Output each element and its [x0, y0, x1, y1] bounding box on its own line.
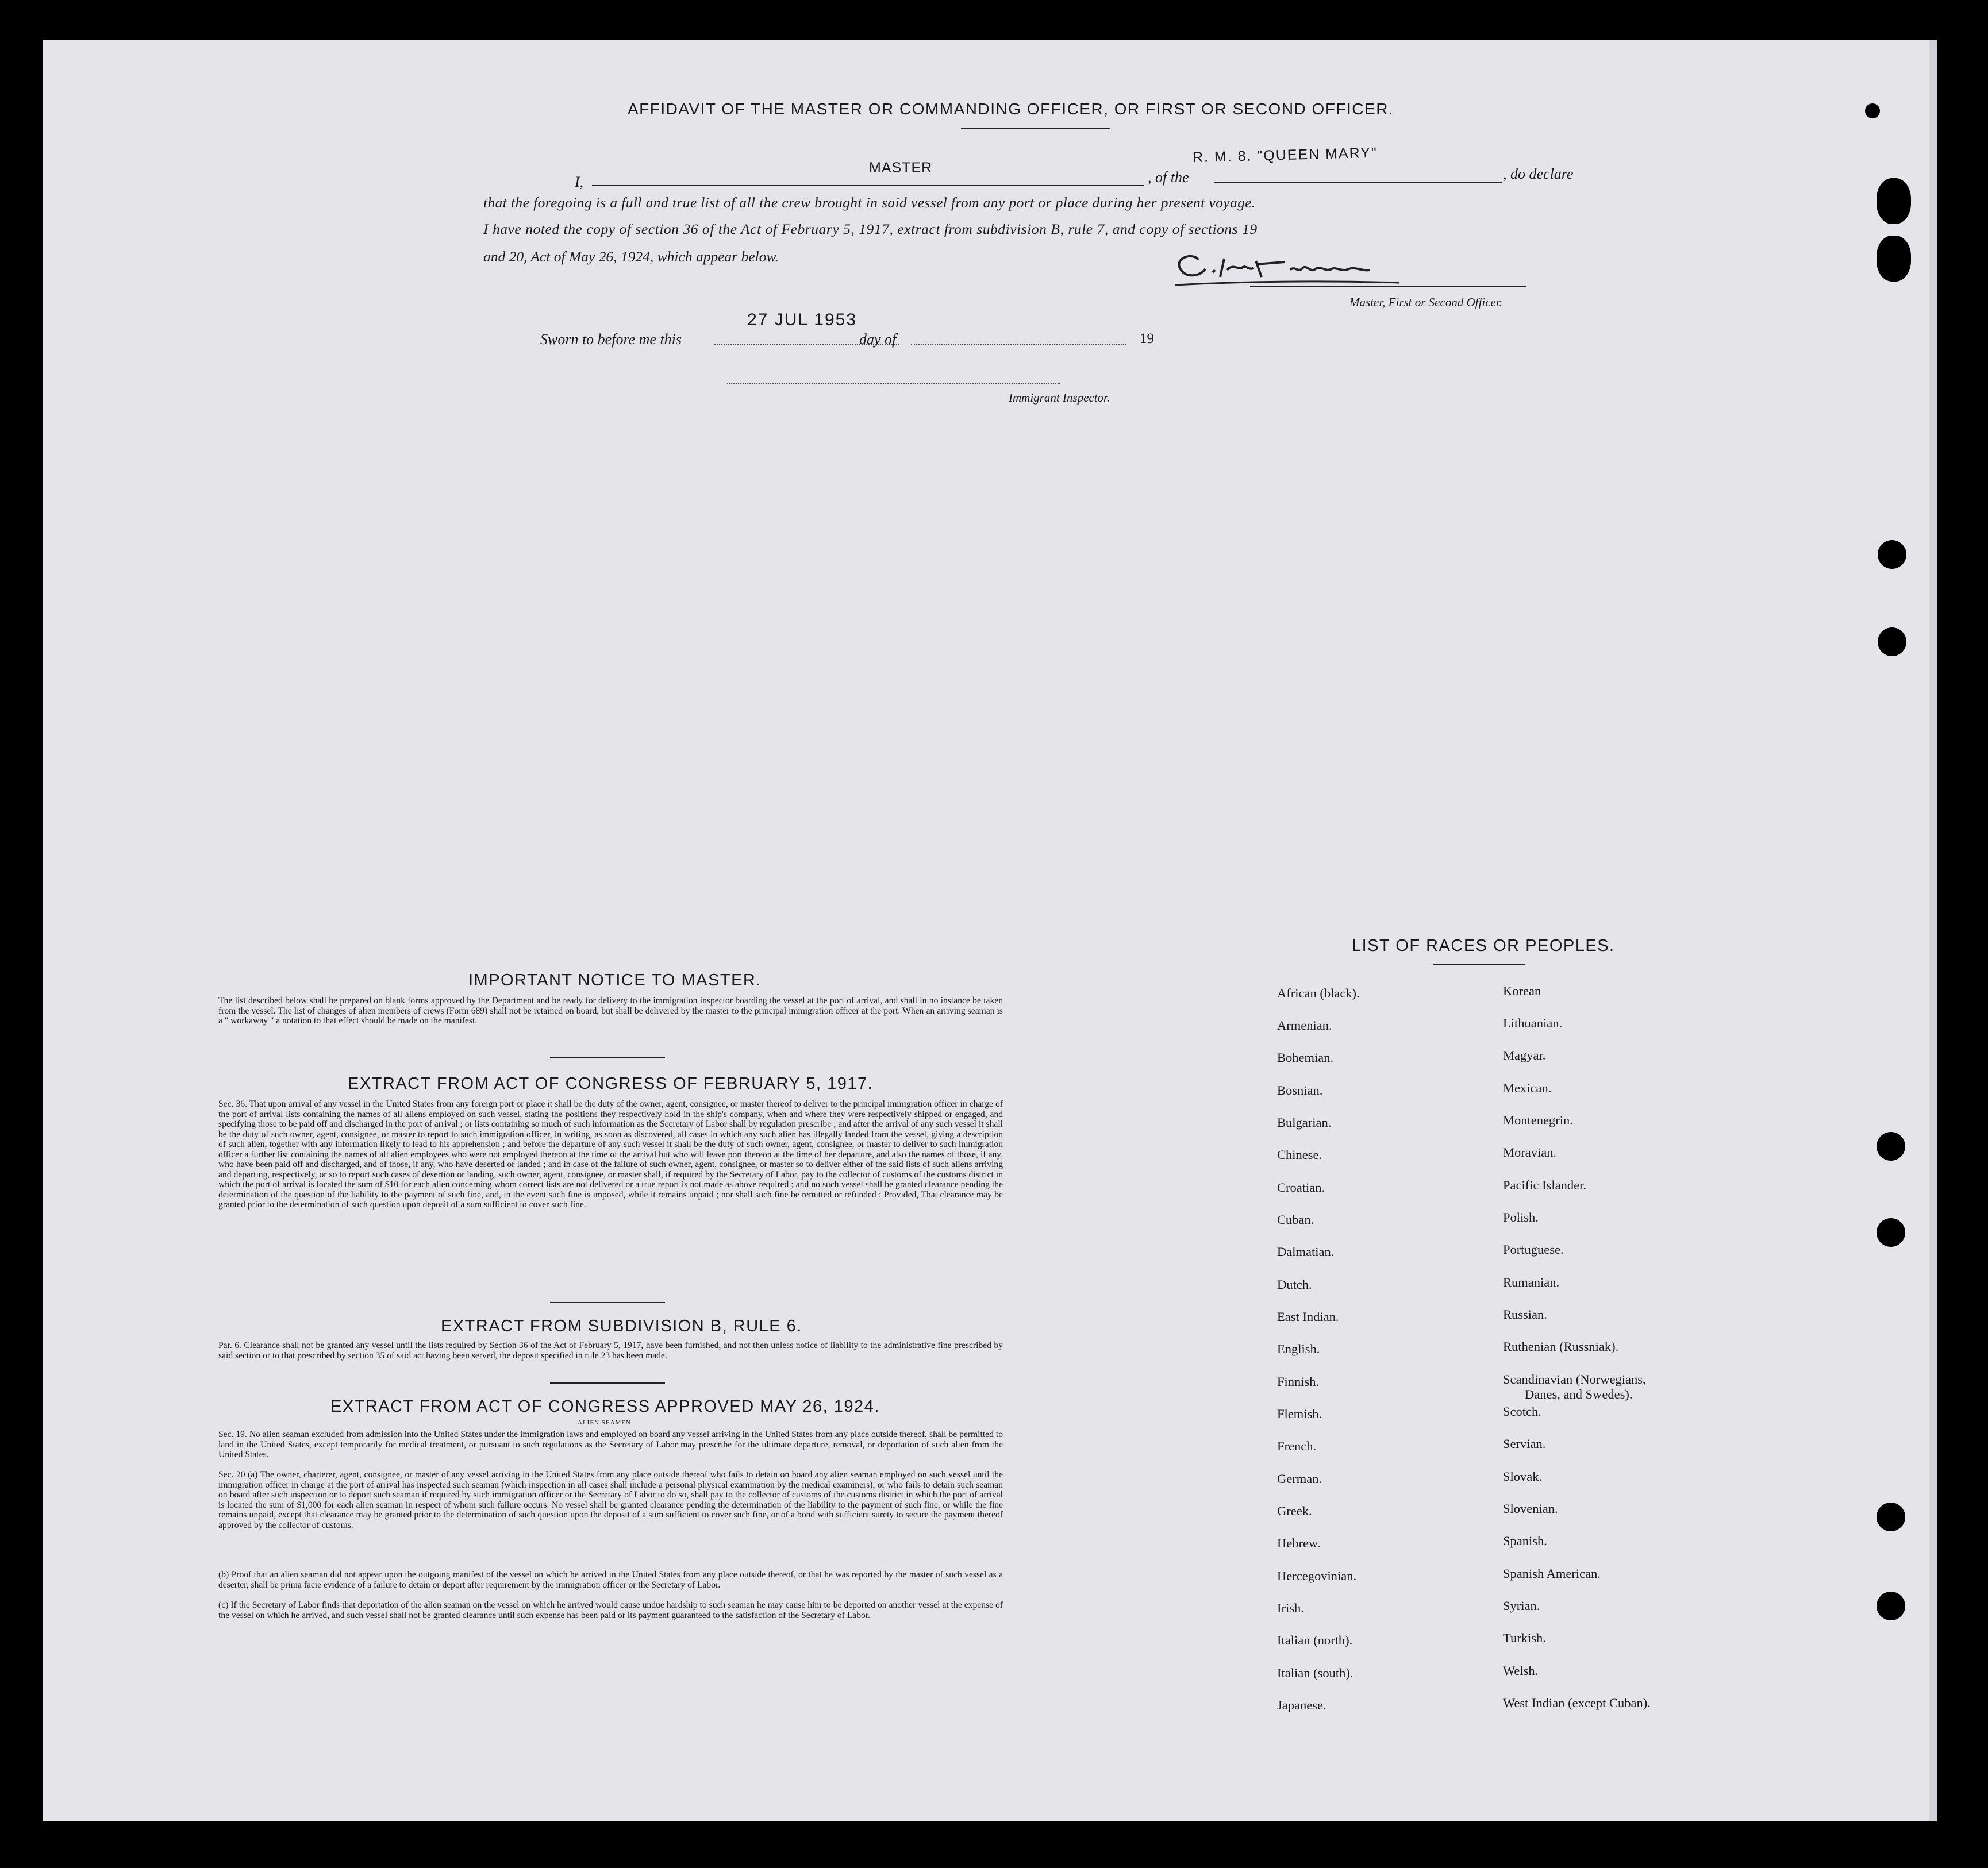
race-left-19: Hercegovinian. [1277, 1569, 1357, 1583]
race-right-2: Lithuanian. [1503, 1016, 1563, 1030]
race-left-2: Armenian. [1277, 1018, 1332, 1033]
race-left-15: French. [1277, 1439, 1317, 1453]
race-right-7: Pacific Islander. [1503, 1178, 1586, 1192]
subdivision-divider [550, 1382, 665, 1384]
day-of-label: day of [859, 331, 897, 348]
punch-hole [1877, 236, 1911, 282]
punch-hole [1877, 1132, 1905, 1161]
races-divider [1433, 964, 1525, 965]
race-right-8: Polish. [1503, 1210, 1539, 1224]
sec20a-text: Sec. 20 (a) The owner, charterer, agent, consignee, or master of any vessel arriving in the United States from any place outside thereof who fails to detain on board any alien seaman employed on such vessel until the immigration officer in charge at the port of arrival has inspected such seaman (which inspection in all cases shall include a personal physical examination by the medical examiners), or who fails to detain such seaman on board after such inspection or to deport such seaman if required by such immigration officer or the Secretary of Labor to do so, shall pay to the collector of customs of the customs district in which the port of arrival is located the sum of $1,000 for each alien seaman in respect of whom such failure occurs. No vessel shall be granted clearance pending the determination of the liability to the payment of such fine, or while the fine remains unpaid, except that clearance may be granted prior to the determination of such question upon the deposit of a sum sufficient to cover such fine, or of a bond with sufficient surety to secure the payment thereof approved by the collector of customs. [218, 1470, 1003, 1530]
punch-hole [1877, 1503, 1905, 1531]
race-right-14: Scotch. [1503, 1404, 1541, 1419]
of-the-label: , of the [1148, 169, 1189, 186]
race-right-21: Turkish. [1503, 1631, 1546, 1645]
declaration-line-1: that the foregoing is a full and true list of all the crew brought in said vessel from any port or place during her present voyage. [483, 194, 1256, 211]
race-right-6: Moravian. [1503, 1145, 1557, 1160]
subdivision-text: Par. 6. Clearance shall not be granted any vessel until the lists required by Section 36 of the Act of February 5, 1917, have been furnished, and not then unless notice of liability to the administrative fine prescribed by said section or to that prescribed by section 35 of said act having been served, the deposit specified in rule 23 has been made. [218, 1341, 1003, 1361]
signature-line [1250, 286, 1526, 287]
affidavit-title: AFFIDAVIT OF THE MASTER OR COMMANDING OFFICER, OR FIRST OR SECOND OFFICER. [628, 100, 1394, 118]
vessel-name-line [1214, 182, 1502, 183]
race-right-19: Spanish American. [1503, 1566, 1601, 1581]
sec20c-text: (c) If the Secretary of Labor finds that deportation of the alien seaman on the vessel on which he arrived would cause undue hardship to such seaman he may cause him to be deported on another vessel at the expense of the vessel on which he arrived, and such vessel shall not be granted clearance until such expense has been paid or its payment guaranteed to the satisfaction of the Secretary of Labor. [218, 1600, 1003, 1620]
race-left-8: Cuban. [1277, 1212, 1314, 1227]
race-right-1: Korean [1503, 984, 1541, 998]
notice-title: IMPORTANT NOTICE TO MASTER. [468, 971, 762, 989]
race-left-23: Japanese. [1277, 1698, 1326, 1712]
race-right-12: Ruthenian (Russniak). [1503, 1339, 1619, 1354]
race-right-11: Russian. [1503, 1307, 1547, 1322]
punch-hole [1878, 627, 1906, 656]
race-right-20: Syrian. [1503, 1599, 1540, 1613]
race-right-18: Spanish. [1503, 1534, 1547, 1548]
race-right-4: Mexican. [1503, 1081, 1552, 1095]
alien-seamen-subtitle: ALIEN SEAMEN [578, 1419, 631, 1426]
punch-hole [1878, 540, 1906, 569]
race-left-4: Bosnian. [1277, 1083, 1323, 1097]
date-stamp: 27 JUL 1953 [747, 310, 858, 329]
extract-1917-title: EXTRACT FROM ACT OF CONGRESS OF FEBRUARY 5, 1917. [348, 1074, 874, 1093]
races-title: LIST OF RACES OR PEOPLES. [1352, 937, 1615, 955]
extract-1917-divider [550, 1302, 665, 1303]
race-left-7: Croatian. [1277, 1180, 1325, 1195]
race-left-3: Bohemian. [1277, 1050, 1334, 1065]
officer-rank: MASTER [869, 160, 933, 176]
title-divider [961, 128, 1110, 129]
sworn-label: Sworn to before me this [540, 331, 682, 348]
race-right-15: Servian. [1503, 1436, 1546, 1451]
declaration-line-2: I have noted the copy of section 36 of the Act of February 5, 1917, extract from subdivision B, rule 7, and copy of sections 19 [483, 221, 1258, 237]
sec19-text: Sec. 19. No alien seaman excluded from admission into the United States under the immigration laws and employed on board any vessel arriving in the United States from any place outside thereof, shall be permitted to land in the United States, except temporarily for medical treatment, or pursuant to such regulations as the Secretary of Labor may prescribe for the ultimate departure, removal, or deportation of such alien from the United States. [218, 1430, 1003, 1459]
race-left-9: Dalmatian. [1277, 1245, 1335, 1259]
race-right-13: Scandinavian (Norwegians, [1503, 1372, 1646, 1386]
year-prefix: 19 [1140, 331, 1154, 346]
race-left-22: Italian (south). [1277, 1666, 1353, 1680]
race-right-9: Portuguese. [1503, 1242, 1564, 1257]
punch-hole [1865, 103, 1880, 118]
race-left-11: East Indian. [1277, 1309, 1339, 1324]
race-right-23: West Indian (except Cuban). [1503, 1696, 1651, 1710]
race-left-12: English. [1277, 1342, 1320, 1356]
race-left-10: Dutch. [1277, 1277, 1312, 1292]
punch-hole [1877, 178, 1911, 224]
race-left-6: Chinese. [1277, 1147, 1322, 1162]
race-left-13: Finnish. [1277, 1374, 1320, 1389]
race-right-22: Welsh. [1503, 1663, 1539, 1678]
race-left-18: Hebrew. [1277, 1536, 1321, 1550]
punch-hole [1877, 1218, 1905, 1247]
race-right-5: Montenegrin. [1503, 1113, 1573, 1127]
punch-hole [1877, 1592, 1905, 1620]
race-left-1: African (black). [1277, 986, 1360, 1000]
notice-text: The list described below shall be prepared on blank forms approved by the Department and be ready for delivery to the immigration inspector boarding the vessel at the port of arrival, and shall in no instance be taken from the vessel. The list of changes of alien members of crews (Form 689) shall not be retained on board, but shall be delivered by the master to the principal immigration officer at the port. When an arriving seaman is a " workaway " a notation to that effect should be made on the manifest. [218, 996, 1003, 1026]
subdivision-title: EXTRACT FROM SUBDIVISION B, RULE 6. [441, 1317, 802, 1335]
inspector-caption: Immigrant Inspector. [1009, 391, 1110, 405]
document-page [43, 40, 1937, 1821]
do-declare-label: , do declare [1503, 165, 1574, 182]
race-left-21: Italian (north). [1277, 1633, 1353, 1647]
inspector-signature-line [727, 383, 1060, 384]
race-left-14: Flemish. [1277, 1407, 1322, 1421]
declaration-line-3: and 20, Act of May 26, 1924, which appear below. [483, 248, 779, 265]
race-left-17: Greek. [1277, 1504, 1312, 1518]
signature-caption: Master, First or Second Officer. [1349, 295, 1502, 309]
race-right-17: Slovenian. [1503, 1501, 1558, 1516]
officer-name-line [592, 185, 1144, 186]
month-line [911, 344, 1126, 345]
sec20b-text: (b) Proof that an alien seaman did not appear upon the outgoing manifest of the vessel on which he arrived in the United States from any place outside thereof, or that he was reported by the master of such vessel as a deserter, shall be prima facie evidence of a failure to detain or deport after requirement by the immigration officer or the Secretary of Labor. [218, 1570, 1003, 1590]
notice-divider [550, 1057, 665, 1058]
race-left-5: Bulgarian. [1277, 1115, 1332, 1130]
vessel-name: R. M. 8. "QUEEN MARY" [1192, 144, 1378, 166]
race-right-16: Slovak. [1503, 1469, 1543, 1484]
race-left-20: Irish. [1277, 1601, 1304, 1615]
race-right-3: Magyar. [1503, 1048, 1546, 1062]
extract-1924-title: EXTRACT FROM ACT OF CONGRESS APPROVED MAY 26, 1924. [330, 1397, 880, 1416]
race-right-10: Rumanian. [1503, 1275, 1560, 1289]
race-right-13b: Danes, and Swedes). [1525, 1387, 1633, 1401]
race-left-16: German. [1277, 1472, 1322, 1486]
prefix-i: I, [575, 174, 584, 190]
extract-1917-text: Sec. 36. That upon arrival of any vessel in the United States from any foreign port or place it shall be the duty of the owner, agent, consignee, or master thereof to deliver to the principal immigration officer in charge of the port of arrival lists containing the names of all aliens employed on such vessel, stating the positions they respectively hold in the ship's company, when and where they were respectively shipped or engaged, and specifying those to be paid off and discharged in the port of arrival ; or lists containing so much of such information as the Secretary of Labor shall by regulation prescribe ; and after the arrival of any such vessel it shall be the duty of such owner, agent, consignee, or master to report to such immigration officer, in writing, as soon as discovered, all cases in which any such alien has illegally landed from the vessel, giving a description of such alien, together with any information likely to lead to his apprehension ; and before the departure of any such vessel it shall be the duty of such owner, agent, consignee, or master to deliver to such immigration officer a further list containing the names of all alien employees who were not employed thereon at the time of the arrival but who will leave port thereon at the time of her departure, and also the names of those, if any, who have been paid off and discharged, and of those, if any, who have deserted or landed ; and in case of the failure of such owner, agent, consignee, or master so to deliver either of the said lists of such aliens arriving and departing, respectively, or so to report such cases of desertion or landing, such owner, agent, consignee, or master shall, if required by the Secretary of Labor, pay to the collector of customs of the customs district in which the port of arrival is located the sum of $10 for each alien concerning whom correct lists are not delivered or a true report is not made as above required ; and no such vessel shall be granted clearance pending the determination of the question of the liability to the payment of such fine, and, in the event such fine is imposed, while it remains unpaid ; nor shall such fine be remitted or refunded : Provided, That clearance may be granted prior to the determination of such question upon deposit of a sum sufficient to cover such fine. [218, 1099, 1003, 1210]
